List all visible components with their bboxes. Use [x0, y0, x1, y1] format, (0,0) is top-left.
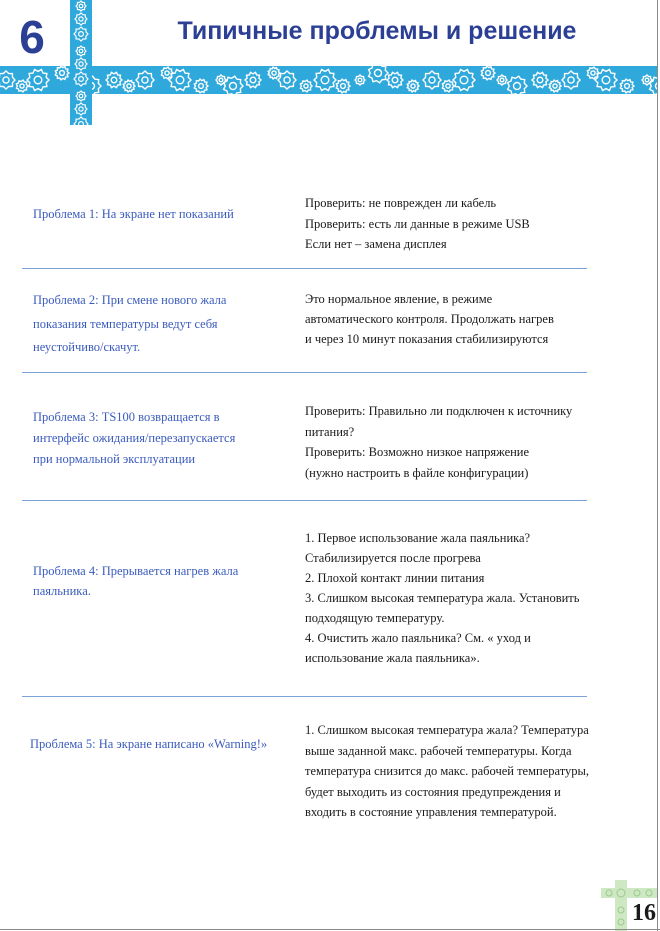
- solution-line: 2. Плохой контакт линии питания: [305, 571, 485, 585]
- row-divider: [22, 696, 587, 697]
- solution-line: использование жала паяльника».: [305, 651, 480, 665]
- gear-pattern-banner: [0, 66, 657, 94]
- problem-line: Проблема 4: Прерывается нагрев жала: [33, 564, 239, 578]
- page-title: Типичные проблемы и решение: [177, 17, 577, 45]
- solution-line: питания?: [305, 424, 355, 439]
- row-divider: [22, 268, 587, 269]
- problem-3: [33, 407, 273, 470]
- problem-line: неустойчиво/скачут.: [33, 340, 141, 354]
- row-divider: [22, 500, 587, 501]
- solution-line: Проверить: Правильно ли подключен к источнику: [305, 404, 573, 418]
- solution-line: Это нормальное явление, в режиме: [305, 292, 493, 306]
- solution-line: автоматического контроля. Продолжать нагрев: [305, 312, 554, 326]
- solution-line: 4. Очистить жало паяльника? См. « уход и: [305, 631, 531, 645]
- page-number: 16: [632, 900, 656, 926]
- solution-line: 1. Слишком высокая температура жала? Температура: [305, 723, 589, 737]
- problem-line: интерфейс ожидания/перезапускается: [33, 431, 236, 445]
- problem-line: Проблема 5: На экране написано «Warning!»: [30, 737, 268, 751]
- problem-line: паяльника.: [33, 584, 91, 598]
- solution-line: выше заданной макс. рабочей температуры. Когда: [305, 743, 572, 758]
- problem-line: Проблема 1: На экране нет показаний: [33, 207, 234, 221]
- page-border-bottom: [0, 929, 660, 930]
- solution-line: Проверить: Возможно низкое напряжение: [305, 445, 530, 459]
- problem-2: [33, 289, 273, 360]
- chapter-number: 6: [19, 11, 45, 63]
- solution-line: Проверить: не поврежден ли кабель: [305, 196, 497, 210]
- solution-line: Стабилизируется после прогрева: [305, 551, 481, 565]
- row-divider: [22, 372, 587, 373]
- solution-1: [305, 193, 635, 255]
- solution-line: Если нет – замена дисплея: [305, 237, 447, 251]
- solution-4: [305, 528, 635, 668]
- solution-line: 3. Слишком высокая температура жала. Установить: [305, 591, 580, 605]
- solution-3: [305, 401, 635, 483]
- solution-line: подходящую температуру.: [305, 611, 445, 625]
- solution-line: Проверить: есть ли данные в режиме USB: [305, 216, 530, 231]
- problem-4: [33, 561, 273, 601]
- solution-line: будет выходить из состояния предупреждения и: [305, 784, 561, 799]
- problem-1: [33, 204, 273, 224]
- solution-line: температура снизится до макс. рабочей температуры,: [305, 764, 590, 778]
- problem-line: Проблема 3: TS100 возвращается в: [33, 410, 220, 424]
- gear-pattern-vertical-strip: [70, 0, 92, 125]
- solution-2: [305, 289, 635, 349]
- problem-line: при нормальной эксплуатации: [33, 452, 196, 466]
- solution-line: и через 10 минут показания стабилизируются: [305, 332, 549, 346]
- solution-line: (нужно настроить в файле конфигурации): [305, 465, 529, 480]
- solution-line: 1. Первое использование жала паяльника?: [305, 531, 531, 545]
- problem-line: показания температуры ведут себя: [33, 316, 218, 331]
- problem-5: [30, 734, 300, 754]
- problem-line: Проблема 2: При смене нового жала: [33, 293, 227, 307]
- page-border-right: [657, 0, 658, 931]
- solution-line: входить в состояние управления температурой.: [305, 805, 557, 819]
- solution-5: [305, 720, 635, 823]
